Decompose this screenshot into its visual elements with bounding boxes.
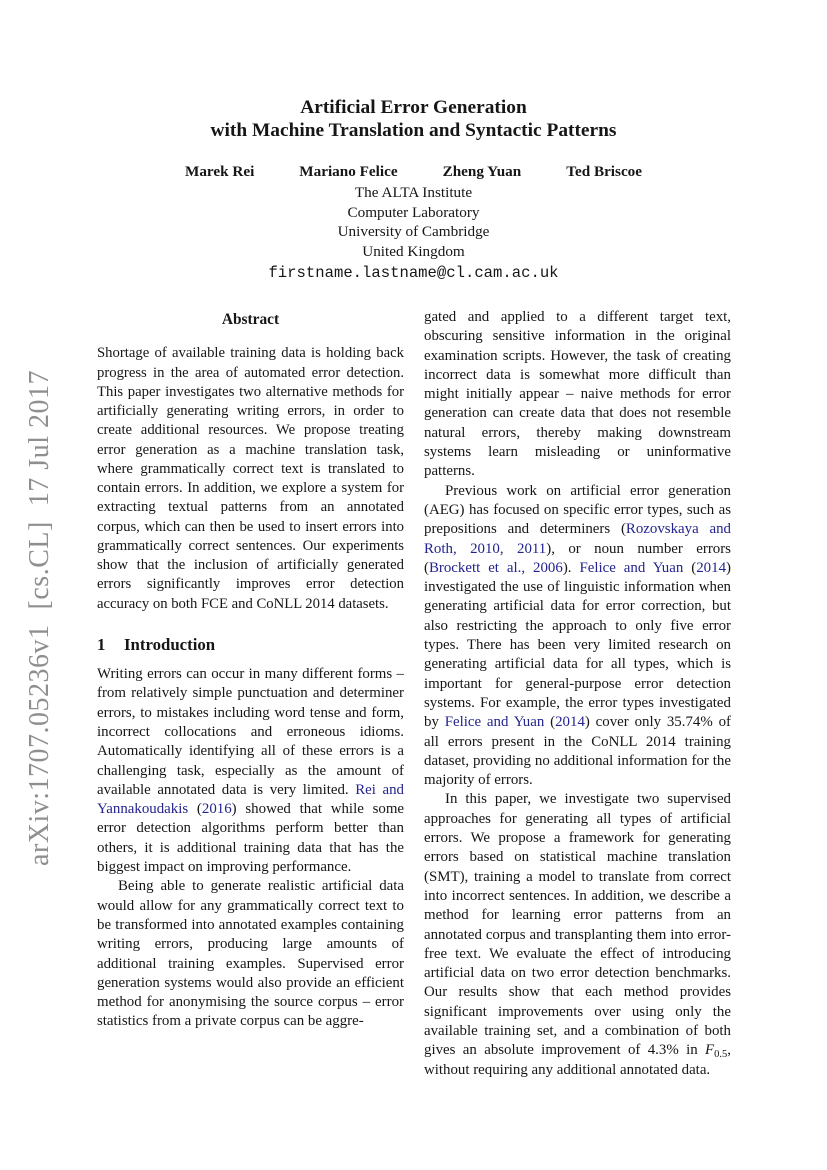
title-block [0, 96, 827, 282]
paper-title [0, 96, 827, 142]
author-name: Ted Briscoe [566, 163, 643, 181]
abstract-text: Shortage of available training data is holding back progress in the area of automated error detection. This paper investigates two alternative methods for artificially generating writing errors, in order to create additional resources. We propose treating error generation as a machine translation task, where grammatically correct text is translated to contain errors. In addition, we explore a system for extracting textual patterns from an annotated corpus, which can then be used to insert errors into grammatically correct sentences. Our experiments show that the inclusion of artificially generated errors significantly improves error detection accuracy on both FCE and CoNLL 2014 datasets. [97, 345, 404, 612]
citation-link[interactable]: Rei and Yannakoudakis [97, 781, 404, 818]
section-number: 1 [97, 634, 106, 654]
affiliation-line: University of Cambridge [337, 223, 490, 241]
affiliation-line: The ALTA Institute [354, 184, 473, 202]
text-segment: Being able to generate realistic artificial data would allow for any grammatically correct text to be transformed into annotated examples containing writing errors, producing large amounts of additional training examples. Supervised error generation systems would also provide an efficient method for anonymising the source corpus – error statistics from a private corpus can be aggre- [97, 878, 404, 1030]
citation-link[interactable]: 2014 [555, 714, 585, 731]
text-segment: ) cover only 35.74% of all errors present in the CoNLL 2014 training dataset, providing no additional information for the majority of errors. [424, 714, 731, 789]
citation-link[interactable]: 2016 [201, 801, 232, 818]
text-segment: 0.5 [714, 1049, 728, 1061]
citation-link[interactable]: Felice and Yuan [579, 559, 684, 576]
authors-row [0, 162, 827, 181]
text-segment: Previous work on artificial error generation (AEG) has focused on specific error types, such as prepositions and determiners ( [424, 482, 731, 538]
text-segment: ) investigated the use of linguistic information when generating artificial data for error correction, but also restricting the approach to only five error types. There has been very limited research on generating artificial data for all types, which is important for general-purpose error detection systems. For example, the error types investigated by [424, 559, 731, 731]
author-name: Zheng Yuan [442, 163, 522, 181]
text-segment: ), or noun number errors ( [424, 540, 731, 576]
text-segment: ( [683, 559, 697, 576]
citation-link[interactable]: Rozovskaya and Roth, 2010, 2011 [424, 521, 731, 557]
paragraph-text [97, 665, 404, 877]
section-heading-introduction [97, 635, 404, 654]
arxiv-stamp: arXiv:1707.05236v1 [cs.CL] 17 Jul 2017 [24, 370, 55, 866]
citation-link[interactable]: Felice and Yuan [444, 714, 545, 731]
text-segment: , without requiring any additional annotated data. [424, 1042, 731, 1078]
citation-link[interactable]: Brockett et al., 2006 [428, 559, 563, 576]
text-segment: F [705, 1042, 715, 1059]
affiliation-line: Computer Laboratory [347, 203, 480, 221]
title-line-2: with Machine Translation and Syntactic Patterns [210, 120, 617, 142]
text-segment: ( [188, 801, 202, 818]
text-segment: gated and applied to a different target text, obscuring sensitive information in the original examination scripts. However, the task of creating incorrect data is somewhat more difficult than might initially appear – naive methods for error generation can create data that does not resemble natural errors, thereby making downstream systems learn misleading or uninformative patterns. [424, 309, 731, 480]
paragraph-text [424, 482, 731, 791]
text-segment: Writing errors can occur in many different forms – from relatively simple punctuation and determiner errors, to mistakes including word tense and form, incorrect collocations and erroneous idioms. Automatically identifying all of these errors is a challenging task, especially as the amount of available annotated data is very limited. [97, 666, 404, 798]
paragraph-text [424, 308, 731, 482]
author-name: Marek Rei [184, 163, 255, 181]
text-segment: ) showed that while some error detection algorithms perform better than others, it is additional training data that has the biggest impact on improving performance. [97, 801, 405, 876]
affiliation-block [0, 183, 827, 261]
text-segment: ( [544, 714, 556, 731]
email-link[interactable]: firstname.lastname@cl.cam.ac.uk [268, 264, 559, 283]
text-segment: ). [562, 559, 580, 576]
title-line-1: Artificial Error Generation [300, 97, 527, 118]
paragraph-text [97, 877, 404, 1031]
abstract-heading: Abstract [221, 311, 280, 328]
paragraph-text [424, 790, 731, 1079]
author-name: Mariano Felice [299, 163, 398, 181]
citation-link[interactable]: 2014 [696, 559, 727, 576]
left-column [97, 308, 404, 1032]
right-column [424, 308, 731, 1080]
text-segment: In this paper, we investigate two supervised approaches for generating all types of artificial errors. We propose a framework for generating errors based on statistical machine translation (SMT), training a model to translate from correct into incorrect sentences. In addition, we describe a method for learning error patterns from an annotated corpus and transplanting them into error-free text. We evaluate the effect of introducing artificial data on two error detection benchmarks. Our results show that each method provides significant improvements over using only the available training set, and a combination of both gives an absolute improvement of 4.3% in [424, 791, 731, 1059]
section-title: Introduction [124, 634, 216, 654]
affiliation-line: United Kingdom [362, 242, 465, 260]
